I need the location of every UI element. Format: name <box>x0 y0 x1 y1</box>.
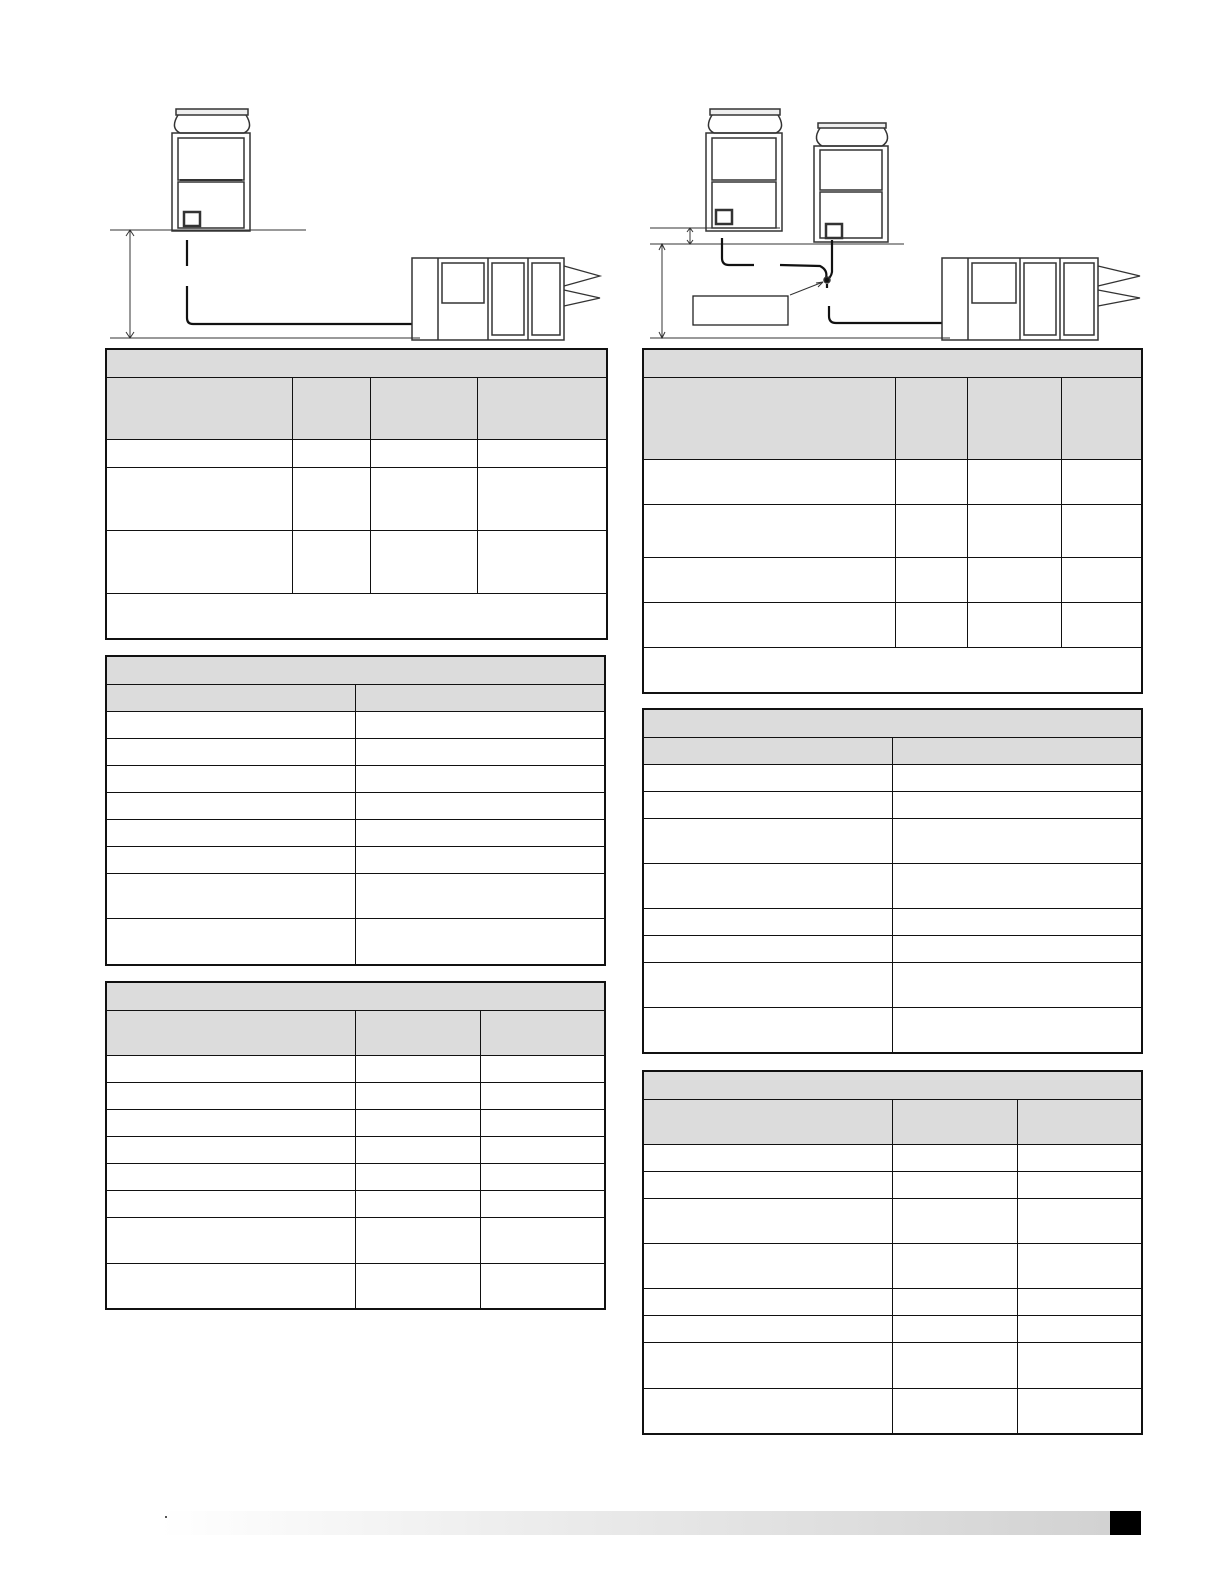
page-number-box <box>1110 1511 1141 1535</box>
table-row <box>106 1263 605 1309</box>
table-header-cell <box>480 1010 605 1055</box>
table-row <box>643 791 1142 818</box>
table-header-cell <box>370 377 477 439</box>
table-row <box>643 908 1142 935</box>
table-row <box>643 602 1142 647</box>
table-row <box>643 459 1142 504</box>
table-note-row <box>106 593 607 639</box>
table-header-cell <box>106 684 355 711</box>
table-row <box>643 818 1142 863</box>
table-row <box>643 1171 1142 1198</box>
table-header-cell <box>355 1010 480 1055</box>
table-row <box>106 765 605 792</box>
table-header-cell <box>106 1010 355 1055</box>
table-row <box>643 1198 1142 1243</box>
table-header-cell <box>106 377 292 439</box>
table-row <box>106 1217 605 1263</box>
table-row <box>106 1109 605 1136</box>
table-row <box>106 919 605 965</box>
piping-diagram-dual-outdoor <box>640 100 1160 345</box>
table-row <box>643 1342 1142 1388</box>
footer-bar <box>160 1511 1110 1535</box>
table-header-cell <box>895 377 967 459</box>
table-title <box>643 349 1142 377</box>
table-header-cell <box>292 377 370 439</box>
indoor-unit <box>942 258 1140 340</box>
table-row <box>643 863 1142 908</box>
table-header-cell <box>1017 1099 1142 1144</box>
table-header-cell <box>892 1099 1017 1144</box>
table-title <box>106 349 607 377</box>
right-table-2 <box>642 708 1143 1054</box>
table-row <box>106 530 607 593</box>
table-row <box>106 738 605 765</box>
table-row <box>643 557 1142 602</box>
piping-diagram-single-outdoor <box>100 100 620 345</box>
outdoor-unit-2 <box>814 123 888 242</box>
left-table-3 <box>105 981 606 1310</box>
table-row <box>106 711 605 738</box>
table-row <box>643 1007 1142 1053</box>
table-row <box>106 1136 605 1163</box>
table-row <box>106 1190 605 1217</box>
table-header-cell <box>1061 377 1142 459</box>
table-row <box>643 935 1142 962</box>
table-row <box>643 1288 1142 1315</box>
table-row <box>106 792 605 819</box>
table-header-cell <box>643 1099 892 1144</box>
table-row <box>106 1082 605 1109</box>
table-header-cell <box>477 377 607 439</box>
left-table-1 <box>105 348 608 640</box>
table-row <box>643 1144 1142 1171</box>
table-row <box>106 1055 605 1082</box>
table-row <box>643 764 1142 791</box>
table-title <box>643 709 1142 737</box>
table-row <box>106 467 607 530</box>
table-row <box>643 962 1142 1007</box>
table-row <box>106 439 607 467</box>
table-row <box>106 874 605 919</box>
table-note-row <box>643 647 1142 693</box>
table-row <box>106 1163 605 1190</box>
table-header-cell <box>643 737 892 764</box>
table-row <box>643 1243 1142 1288</box>
right-table-3 <box>642 1070 1143 1435</box>
table-title <box>106 656 605 684</box>
table-row <box>643 1388 1142 1434</box>
right-table-1 <box>642 348 1143 694</box>
table-row <box>643 504 1142 557</box>
table-title <box>106 982 605 1010</box>
table-header-cell <box>892 737 1142 764</box>
table-title <box>643 1071 1142 1099</box>
table-row <box>643 1315 1142 1342</box>
footer-mark <box>165 1516 167 1518</box>
table-row <box>106 819 605 846</box>
table-header-cell <box>967 377 1061 459</box>
table-header-cell <box>643 377 895 459</box>
table-row <box>106 847 605 874</box>
outdoor-unit-1 <box>706 109 782 231</box>
left-table-2 <box>105 655 606 966</box>
table-header-cell <box>355 684 605 711</box>
outdoor-unit <box>172 109 250 231</box>
indoor-unit <box>412 258 600 340</box>
